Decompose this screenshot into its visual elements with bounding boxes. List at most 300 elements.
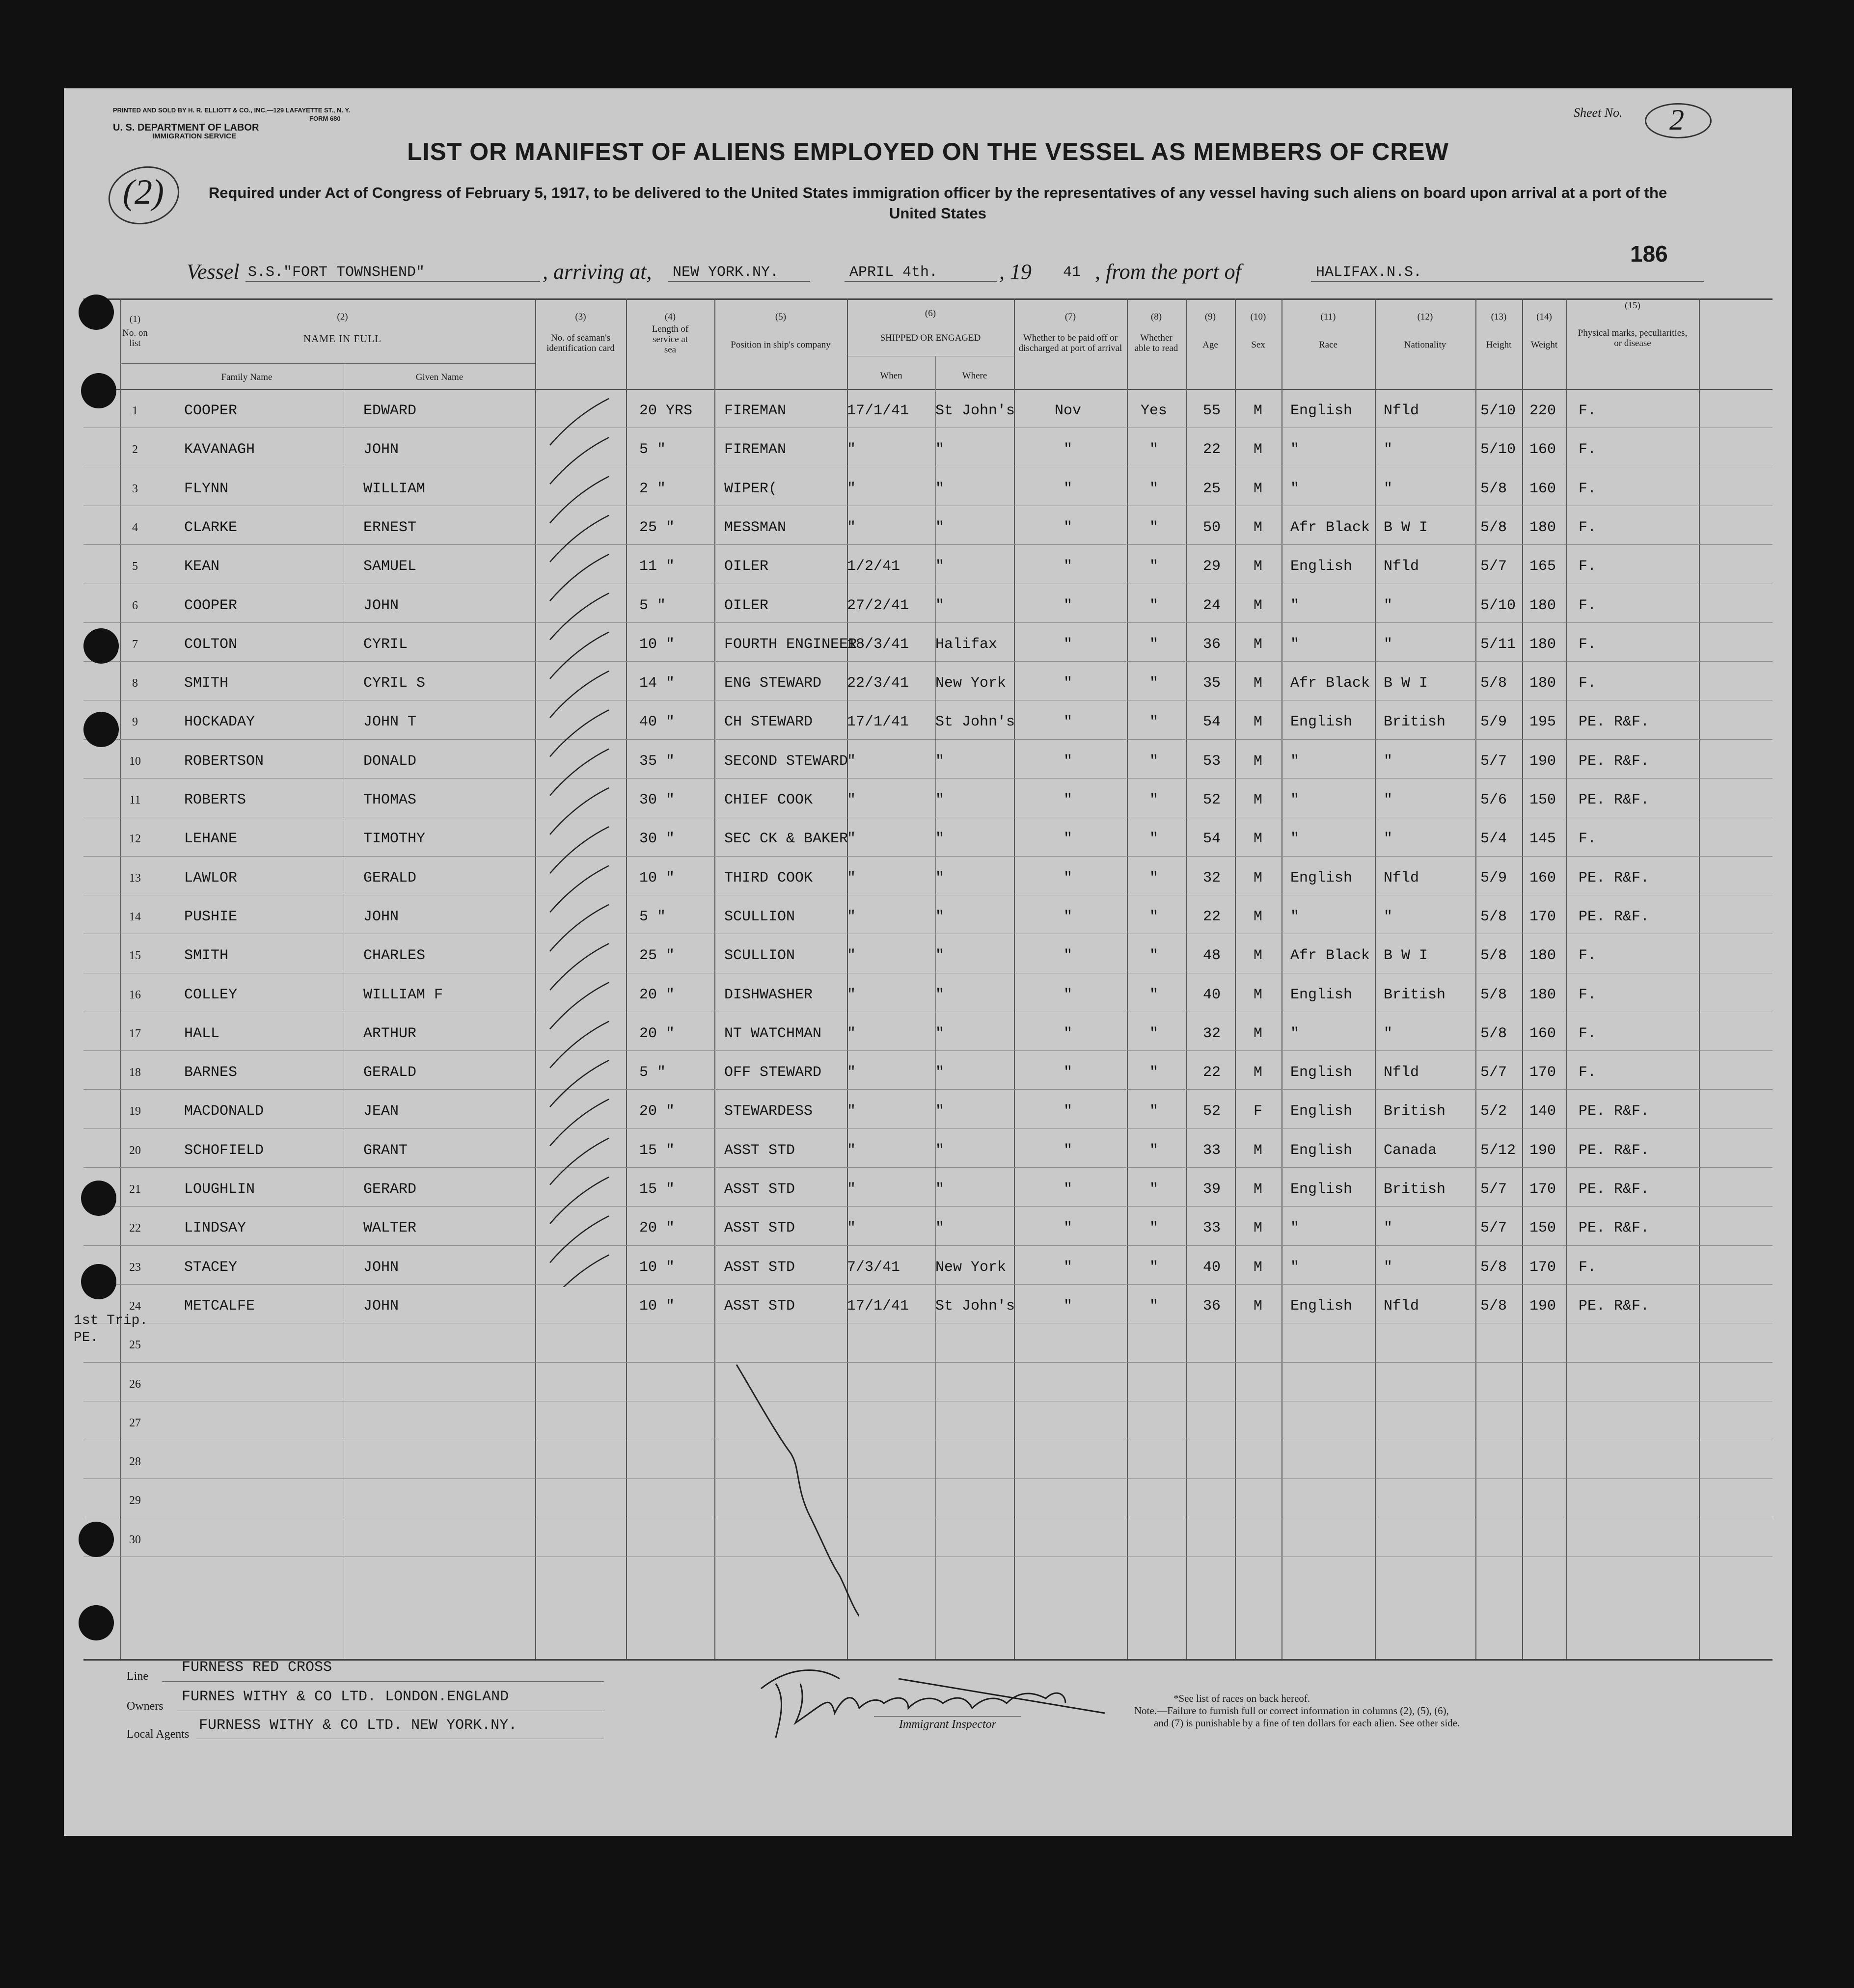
cell-family: MACDONALD [184, 1103, 264, 1120]
punch-hole [81, 1264, 116, 1299]
col-9-header: Age [1202, 340, 1218, 350]
row-number: 27 [129, 1416, 141, 1429]
cell-marks: F. [1579, 558, 1597, 575]
cell-sex: M [1253, 441, 1262, 458]
cell-height: 5/6 [1480, 792, 1507, 808]
cell-position: CHIEF COOK [724, 792, 813, 808]
port-underline [668, 281, 810, 282]
cell-family: KAVANAGH [184, 441, 255, 458]
id-check-mark [550, 943, 609, 990]
col-6-header: SHIPPED OR ENGAGED [880, 333, 981, 343]
cell-read: " [1149, 831, 1158, 848]
cell-position: FOURTH ENGINEER [724, 636, 857, 653]
cell-age: 40 [1202, 986, 1221, 1003]
cell-weight: 220 [1529, 403, 1556, 419]
col-4-header: Length of service at sea [652, 324, 689, 355]
cell-race: " [1290, 441, 1300, 458]
cell-service: 20 " [639, 1025, 675, 1042]
cell-when: " [847, 752, 856, 770]
col-11-number: (11) [1320, 312, 1336, 322]
subheader-rule [120, 363, 535, 364]
cell-service: 5 " [639, 597, 666, 614]
col-4-number: (4) [664, 312, 676, 322]
row-number: 9 [132, 716, 138, 729]
cell-paid: " [1063, 792, 1072, 808]
cell-when: " [847, 869, 856, 887]
cell-weight: 160 [1529, 869, 1556, 887]
cell-paid: " [1063, 986, 1072, 1003]
cell-paid: " [1063, 1220, 1072, 1237]
cell-weight: 150 [1529, 792, 1556, 808]
cell-sex: M [1253, 1259, 1262, 1276]
id-check-mark [550, 710, 609, 756]
cell-age: 36 [1202, 1297, 1221, 1315]
punch-hole [83, 628, 119, 664]
col-rule [1375, 298, 1376, 1659]
year-prefix: , 19 [999, 260, 1032, 284]
cell-paid: " [1063, 597, 1072, 614]
cell-race: English [1290, 869, 1353, 887]
cell-race: " [1290, 792, 1300, 808]
cell-position: THIRD COOK [724, 869, 813, 887]
cell-sex: M [1253, 714, 1262, 731]
cell-race: " [1290, 480, 1300, 497]
cell-nat: " [1384, 1025, 1393, 1042]
cell-marks: PE. R&F. [1579, 1220, 1650, 1237]
cell-position: STEWARDESS [724, 1103, 813, 1120]
id-check-mark [550, 1255, 609, 1287]
cell-paid: " [1063, 1142, 1072, 1159]
col-rule [626, 298, 627, 1659]
row-number: 28 [129, 1455, 141, 1469]
row-number: 13 [129, 871, 141, 885]
col-rule [1699, 298, 1700, 1659]
page-number: 186 [1630, 241, 1668, 267]
cell-age: 40 [1202, 1259, 1221, 1276]
cell-family: KEAN [184, 558, 220, 575]
cell-nat: " [1384, 636, 1393, 653]
cell-when: " [847, 1064, 856, 1081]
cell-age: 29 [1202, 558, 1221, 575]
cell-height: 5/9 [1480, 714, 1507, 731]
cell-position: SECOND STEWARD [724, 752, 848, 770]
page-subtitle: Required under Act of Congress of February 5, 1917, to be delivered to the United States immigration officer by the representatives of any vessel having such aliens on board upon arrival at a port of the United States [208, 184, 1667, 222]
cell-given: GERALD [363, 869, 417, 887]
cell-family: ROBERTS [184, 792, 246, 808]
cell-where: " [935, 1025, 945, 1042]
cell-position: ASST STD [724, 1142, 795, 1159]
from-port-label: , from the port of [1095, 260, 1241, 284]
cell-where: " [935, 1103, 945, 1120]
cell-family: COOPER [184, 403, 238, 419]
id-check-mark [550, 515, 609, 562]
cell-marks: PE. R&F. [1579, 908, 1650, 925]
cell-paid: " [1063, 636, 1072, 653]
cell-read: " [1149, 1297, 1158, 1315]
row-number: 23 [129, 1261, 141, 1274]
col-5-number: (5) [775, 312, 787, 322]
cell-sex: M [1253, 675, 1262, 692]
cell-race: English [1290, 714, 1353, 731]
col-5-header: Position in ship's company [731, 340, 831, 350]
cell-weight: 190 [1529, 1142, 1556, 1159]
cell-height: 5/7 [1480, 558, 1507, 575]
cell-race: " [1290, 1025, 1300, 1042]
cell-position: FIREMAN [724, 441, 787, 458]
cell-weight: 165 [1529, 558, 1556, 575]
cell-age: 22 [1202, 1064, 1221, 1081]
col-8-number: (8) [1150, 312, 1162, 322]
cell-service: 11 " [639, 558, 675, 575]
cell-read: " [1149, 986, 1158, 1003]
cell-paid: " [1063, 480, 1072, 497]
cell-paid: " [1063, 675, 1072, 692]
cell-where: " [935, 831, 945, 848]
row-number: 25 [129, 1339, 141, 1352]
local-agents-label: Local Agents [127, 1728, 190, 1741]
col-6b-header: Where [962, 371, 987, 381]
cell-family: COLTON [184, 636, 238, 653]
cell-given: JOHN [363, 908, 399, 925]
cell-weight: 180 [1529, 597, 1556, 614]
col-2b-header: Given Name [415, 372, 464, 382]
cell-position: ASST STD [724, 1181, 795, 1198]
cell-sex: M [1253, 831, 1262, 848]
cell-when: " [847, 519, 856, 536]
cell-nat: Canada [1384, 1142, 1437, 1159]
cell-weight: 160 [1529, 1025, 1556, 1042]
row-number: 1 [132, 404, 138, 417]
cell-nat: " [1384, 908, 1393, 925]
footnote-races: *See list of races on back hereof. [1173, 1692, 1310, 1704]
row-number: 17 [129, 1027, 141, 1040]
sheet-no-label: Sheet No. [1574, 106, 1623, 120]
cell-sex: M [1253, 908, 1262, 925]
cell-age: 53 [1202, 752, 1221, 770]
cell-sex: M [1253, 558, 1262, 575]
cell-when: 17/1/41 [847, 403, 909, 419]
col-6-number: (6) [925, 308, 936, 319]
cell-nat: Nfld [1384, 558, 1419, 575]
row-rule [83, 661, 1772, 662]
cell-given: ERNEST [363, 519, 417, 536]
cell-paid: " [1063, 908, 1072, 925]
cell-paid: " [1063, 947, 1072, 965]
cell-marks: PE. R&F. [1579, 752, 1650, 770]
owners-label: Owners [127, 1700, 164, 1713]
cell-marks: F. [1579, 636, 1597, 653]
cell-race: " [1290, 1220, 1300, 1237]
col-14-header: Weight [1530, 340, 1558, 350]
col-rule-thin [935, 356, 936, 1659]
cell-service: 15 " [639, 1181, 675, 1198]
row-rule [83, 622, 1772, 623]
cell-service: 5 " [639, 1064, 666, 1081]
cell-service: 25 " [639, 519, 675, 536]
cell-given: JOHN [363, 1297, 399, 1315]
cell-given: JOHN [363, 1259, 399, 1276]
local-agents-value: FURNESS WITHY & CO LTD. NEW YORK.NY. [199, 1717, 518, 1734]
id-check-mark [550, 983, 609, 1029]
cell-service: 10 " [639, 869, 675, 887]
id-check-mark [550, 671, 609, 718]
col-15-number: (15) [1625, 300, 1640, 311]
cell-position: DISHWASHER [724, 986, 813, 1003]
cell-service: 30 " [639, 792, 675, 808]
cell-sex: M [1253, 1064, 1262, 1081]
col-8-header: Whether able to read [1134, 333, 1178, 353]
cell-race: English [1290, 1064, 1353, 1081]
row-number: 4 [132, 521, 138, 534]
cell-paid: " [1063, 1259, 1072, 1276]
cell-position: OILER [724, 597, 769, 614]
sheet-number: 2 [1669, 104, 1684, 136]
cell-position: ASST STD [724, 1220, 795, 1237]
cell-paid: " [1063, 1181, 1072, 1198]
cell-given: WALTER [363, 1220, 417, 1237]
cell-read: " [1149, 636, 1158, 653]
cell-marks: F. [1579, 986, 1597, 1003]
cell-when: " [847, 1025, 856, 1042]
cell-where: " [935, 752, 945, 770]
cell-where: " [935, 908, 945, 925]
printer-line: PRINTED AND SOLD BY H. R. ELLIOTT & CO., INC.—129 LAFAYETTE ST., N. Y. [113, 107, 351, 114]
cell-where: " [935, 792, 945, 808]
cell-read: " [1149, 752, 1158, 770]
margin-note-line2: PE. [74, 1330, 99, 1345]
id-check-mark [550, 749, 609, 796]
id-check-mark [550, 1021, 609, 1068]
cell-read: " [1149, 1220, 1158, 1237]
line-underline [162, 1681, 604, 1682]
corner-mark: (2) [123, 172, 164, 212]
id-check-mark [550, 593, 609, 640]
row-number: 29 [129, 1494, 141, 1507]
cell-weight: 180 [1529, 675, 1556, 692]
row-rule [83, 1284, 1772, 1285]
cell-when: 7/3/41 [847, 1259, 900, 1276]
cell-race: " [1290, 831, 1300, 848]
cell-height: 5/8 [1480, 675, 1507, 692]
cell-nat: " [1384, 831, 1393, 848]
cell-marks: PE. R&F. [1579, 714, 1650, 731]
cell-where: " [935, 480, 945, 497]
row-number: 22 [129, 1222, 141, 1235]
cell-marks: F. [1579, 403, 1597, 419]
cell-given: CYRIL S [363, 675, 426, 692]
cell-where: " [935, 1064, 945, 1081]
cell-read: " [1149, 714, 1158, 731]
cell-service: 5 " [639, 441, 666, 458]
cell-weight: 145 [1529, 831, 1556, 848]
row-number: 5 [132, 560, 138, 573]
cell-weight: 170 [1529, 1064, 1556, 1081]
cell-position: SCULLION [724, 947, 795, 965]
cell-weight: 170 [1529, 1181, 1556, 1198]
id-card-check-marks [535, 389, 626, 1287]
cell-marks: F. [1579, 1025, 1597, 1042]
inspector-label: Immigrant Inspector [899, 1718, 996, 1731]
row-number: 19 [129, 1105, 141, 1118]
cell-marks: F. [1579, 441, 1597, 458]
cell-family: HOCKADAY [184, 714, 255, 731]
cell-when: " [847, 986, 856, 1003]
cell-given: GERARD [363, 1181, 417, 1198]
cell-where: New York [935, 1259, 1007, 1276]
row-number: 30 [129, 1533, 141, 1546]
cell-age: 54 [1202, 714, 1221, 731]
cell-family: BARNES [184, 1064, 238, 1081]
id-check-mark [550, 437, 609, 484]
col-rule [1522, 298, 1523, 1659]
cell-marks: PE. R&F. [1579, 1142, 1650, 1159]
cell-weight: 170 [1529, 908, 1556, 925]
cell-where: " [935, 597, 945, 614]
cell-read: " [1149, 792, 1158, 808]
cell-where: " [935, 869, 945, 887]
cell-race: Afr Black [1290, 947, 1370, 965]
row-number: 24 [129, 1299, 141, 1313]
cell-race: " [1290, 636, 1300, 653]
cell-sex: M [1253, 1297, 1262, 1315]
cell-service: 15 " [639, 1142, 675, 1159]
cell-family: STACEY [184, 1259, 238, 1276]
cell-height: 5/8 [1480, 908, 1507, 925]
cell-service: 10 " [639, 636, 675, 653]
cell-height: 5/10 [1480, 403, 1516, 419]
vessel-name: S.S."FORT TOWNSHEND" [248, 264, 425, 281]
cell-paid: " [1063, 1025, 1072, 1042]
cell-where: " [935, 1220, 945, 1237]
cell-family: FLYNN [184, 480, 229, 497]
cell-sex: M [1253, 597, 1262, 614]
cell-when: " [847, 441, 856, 458]
cell-read: " [1149, 1103, 1158, 1120]
cell-paid: " [1063, 558, 1072, 575]
row-number: 8 [132, 677, 138, 690]
cell-given: WILLIAM [363, 480, 426, 497]
row-rule [83, 1089, 1772, 1090]
cell-service: 10 " [639, 1259, 675, 1276]
cell-weight: 160 [1529, 480, 1556, 497]
cell-age: 55 [1202, 403, 1221, 419]
cell-given: GRANT [363, 1142, 408, 1159]
cell-given: JOHN T [363, 714, 417, 731]
cell-height: 5/8 [1480, 519, 1507, 536]
cell-given: SAMUEL [363, 558, 417, 575]
department-label: U. S. DEPARTMENT OF LABOR [113, 122, 259, 133]
punch-hole [79, 1522, 114, 1557]
cell-age: 25 [1202, 480, 1221, 497]
cell-when: " [847, 831, 856, 848]
cell-sex: M [1253, 480, 1262, 497]
col-10-header: Sex [1251, 340, 1265, 350]
footnote-penalty-1: Note.—Failure to furnish full or correct information in columns (2), (5), (6), [1134, 1705, 1449, 1717]
cell-given: EDWARD [363, 403, 417, 419]
cell-race: English [1290, 1297, 1353, 1315]
cell-service: 20 YRS [639, 403, 693, 419]
punch-hole [79, 1605, 114, 1640]
cell-nat: " [1384, 480, 1393, 497]
cell-where: " [935, 986, 945, 1003]
cell-when: " [847, 1220, 856, 1237]
cell-given: DONALD [363, 752, 417, 770]
cell-where: St John's [935, 403, 1015, 419]
cell-race: " [1290, 908, 1300, 925]
row-rule [83, 1478, 1772, 1479]
row-rule [83, 1167, 1772, 1168]
col-11-header: Race [1319, 340, 1337, 350]
cell-position: OILER [724, 558, 769, 575]
form-number: FORM 680 [309, 115, 341, 122]
row-number: 18 [129, 1066, 141, 1079]
cell-age: 52 [1202, 792, 1221, 808]
cell-when: " [847, 480, 856, 497]
cell-height: 5/2 [1480, 1103, 1507, 1120]
cell-nat: " [1384, 441, 1393, 458]
cell-given: JOHN [363, 441, 399, 458]
col-14-number: (14) [1536, 312, 1552, 322]
cell-marks: F. [1579, 947, 1597, 965]
cell-given: TIMOTHY [363, 831, 426, 848]
cell-read: " [1149, 519, 1158, 536]
cell-given: CHARLES [363, 947, 426, 965]
cell-weight: 170 [1529, 1259, 1556, 1276]
cell-position: FIREMAN [724, 403, 787, 419]
cell-height: 5/8 [1480, 986, 1507, 1003]
cell-paid: " [1063, 831, 1072, 848]
col-12-header: Nationality [1404, 340, 1446, 350]
cell-nat: Nfld [1384, 1297, 1419, 1315]
cell-height: 5/12 [1480, 1142, 1516, 1159]
cell-sex: M [1253, 792, 1262, 808]
cell-when: " [847, 1142, 856, 1159]
row-number: 3 [132, 482, 138, 495]
cell-nat: " [1384, 752, 1393, 770]
cell-height: 5/7 [1480, 752, 1507, 770]
arrival-date: APRIL 4th. [849, 264, 938, 281]
cell-where: " [935, 947, 945, 965]
cell-age: 33 [1202, 1220, 1221, 1237]
cell-read: " [1149, 480, 1158, 497]
cell-age: 32 [1202, 869, 1221, 887]
cell-race: English [1290, 1103, 1353, 1120]
cell-family: METCALFE [184, 1297, 255, 1315]
cell-weight: 180 [1529, 986, 1556, 1003]
col-3-header: No. of seaman's identification card [546, 333, 615, 353]
col-12-number: (12) [1417, 312, 1433, 322]
cell-read: " [1149, 908, 1158, 925]
id-check-mark [550, 554, 609, 601]
cell-marks: F. [1579, 1259, 1597, 1276]
cell-race: English [1290, 1142, 1353, 1159]
cell-paid: " [1063, 519, 1072, 536]
cell-weight: 150 [1529, 1220, 1556, 1237]
page-title: LIST OR MANIFEST OF ALIENS EMPLOYED ON THE VESSEL AS MEMBERS OF CREW [407, 138, 1449, 165]
cancel-line [653, 1360, 859, 1635]
col-13-number: (13) [1491, 312, 1507, 322]
row-number: 16 [129, 988, 141, 1001]
cell-sex: M [1253, 752, 1262, 770]
cell-nat: " [1384, 597, 1393, 614]
cell-where: " [935, 519, 945, 536]
cell-service: 20 " [639, 1103, 675, 1120]
id-check-mark [550, 1177, 609, 1224]
cell-weight: 180 [1529, 636, 1556, 653]
cell-where: " [935, 1142, 945, 1159]
row-number: 20 [129, 1144, 141, 1157]
cell-race: Afr Black [1290, 519, 1370, 536]
